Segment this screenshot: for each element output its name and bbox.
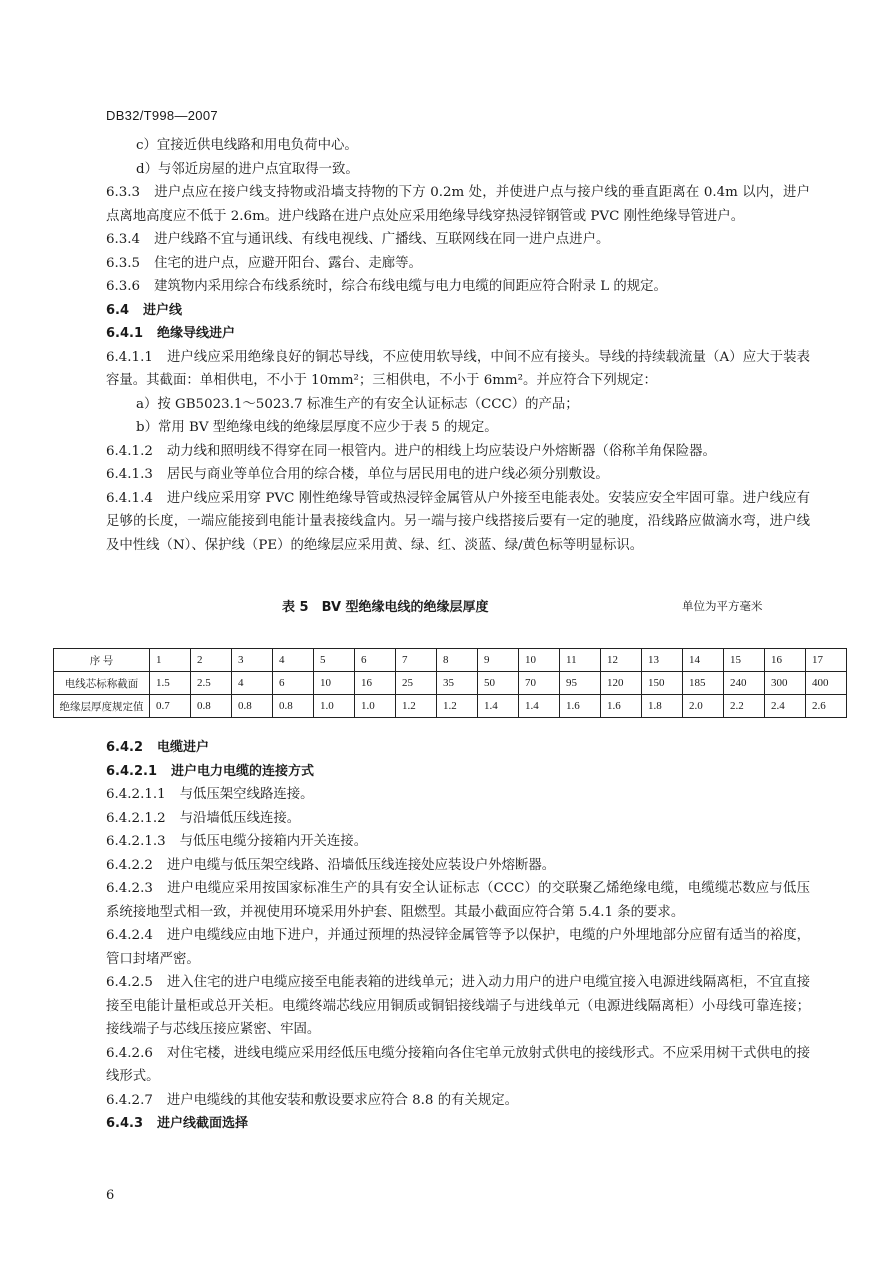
table-cell: 300 <box>765 672 806 695</box>
clause-text: 绝缘导线进户 <box>157 326 236 341</box>
row-header: 绝缘层厚度规定值 <box>54 695 150 718</box>
section-heading <box>106 322 810 346</box>
table-cell: 3 <box>232 649 273 672</box>
clause-number: 6.4.2.5 <box>106 975 153 990</box>
table-cell: 15 <box>724 649 765 672</box>
table-cell: 1.6 <box>560 695 601 718</box>
clause-number: 6.3.3 <box>106 185 141 200</box>
clause-number: 6.3.5 <box>106 255 141 271</box>
table-cell: 1.8 <box>642 695 683 718</box>
clause-text: 居民与商业等单位合用的综合楼，单位与居民用电的进户线必须分别敷设。 <box>166 467 609 482</box>
clause <box>106 783 810 807</box>
clause-number: 6.3.6 <box>106 279 141 294</box>
table-title: 表 5 BV 型绝缘电线的绝缘层厚度 <box>282 600 489 615</box>
table-cell: 1 <box>150 649 191 672</box>
clause-text: 与低压电缆分接箱内开关连接。 <box>179 834 368 849</box>
table-cell: 95 <box>560 672 601 695</box>
clause-number: 6.4.2.1 <box>106 763 157 779</box>
clause <box>106 252 810 276</box>
clause-number: 6.4.2 <box>106 740 144 755</box>
clause-number: 6.4.1.1 <box>106 349 153 365</box>
clause <box>106 854 810 878</box>
table-cell: 150 <box>642 672 683 695</box>
table-cell: 0.8 <box>232 695 273 718</box>
clause-text: 进户电力电缆的连接方式 <box>171 763 315 779</box>
table-cell: 8 <box>437 649 478 672</box>
list-item <box>106 158 810 182</box>
clause-text: 进户电缆线应由地下进户，并通过预埋的热浸锌金属管等予以保护，电缆的户外埋地部分应留有适当的裕度，管口封堵严密。 <box>106 928 810 967</box>
clause-number: 6.4.1.2 <box>106 443 153 459</box>
table-cell: 240 <box>724 672 765 695</box>
row-sequence <box>54 649 847 672</box>
clause-number: 6.4.2.3 <box>106 881 153 896</box>
section-heading <box>106 299 810 323</box>
table-cell: 7 <box>396 649 437 672</box>
table-cell: 25 <box>396 672 437 695</box>
table-cell: 4 <box>273 649 314 672</box>
clause-number: 6.4.1.4 <box>106 490 153 506</box>
clause-text: 进入住宅的进户电缆应接至电能表箱的进线单元；进入动力用户的进户电缆宜接入电源进线隔离柜，不宜直接接至电能计量柜或总开关柜。电缆终端芯线应用铜质或铜铝接线端子与进线单元（电源进线隔离柜）小母线可靠连接；接线端子与芯线压接应紧密、牢固。 <box>106 975 810 1037</box>
table-cell: 4 <box>232 672 273 695</box>
list-item <box>106 134 810 158</box>
table-cell: 1.4 <box>519 695 560 718</box>
table-cell: 10 <box>314 672 355 695</box>
page-number: 6 <box>106 1188 115 1203</box>
table-cell: 1.2 <box>396 695 437 718</box>
table-cell: 400 <box>806 672 847 695</box>
clause-text: 与沿墙低压线连接。 <box>179 810 301 826</box>
clause-text: 进户点应在接户线支持物或沿墙支持物的下方 0.2m 处，并使进户点与接户线的垂直距离在 0.4m 以内，进户点离地高度应不低于 2.6m。进户线路在进户点处应采用绝缘导线穿热浸锌钢管或 PVC 刚性绝缘导管进户。 <box>106 185 810 224</box>
table-cell: 13 <box>642 649 683 672</box>
clause-number: 6.4.2.4 <box>106 928 153 943</box>
list-item <box>106 393 810 417</box>
table-cell: 120 <box>601 672 642 695</box>
table-cell: 2.5 <box>191 672 232 695</box>
body-text-part2 <box>106 736 810 1136</box>
clause <box>106 877 810 924</box>
table-cell: 35 <box>437 672 478 695</box>
table-caption <box>106 596 810 618</box>
clause-text: 进户电缆线的其他安装和敷设要求应符合 8.8 的有关规定。 <box>166 1092 519 1108</box>
clause <box>106 924 810 971</box>
clause-number: 6.4 <box>106 302 130 318</box>
table-cell: 70 <box>519 672 560 695</box>
table-cell: 6 <box>273 672 314 695</box>
table-cell: 9 <box>478 649 519 672</box>
list-item-text: b）常用 BV 型绝缘电线的绝缘层厚度不应少于表 5 的规定。 <box>136 420 498 435</box>
table-cell: 1.2 <box>437 695 478 718</box>
table-cell: 6 <box>355 649 396 672</box>
clause <box>106 487 810 558</box>
section-heading <box>106 760 810 784</box>
table-cell: 0.8 <box>191 695 232 718</box>
clause-text: 进户线截面选择 <box>157 1116 249 1131</box>
list-item-text: a）按 GB5023.1～5023.7 标准生产的有安全认证标志（CCC）的产品； <box>136 396 579 412</box>
table-cell: 2.6 <box>806 695 847 718</box>
table-cell: 16 <box>765 649 806 672</box>
table-cell: 185 <box>683 672 724 695</box>
clause-text: 建筑物内采用综合布线系统时，综合布线电缆与电力电缆的间距应符合附录 L 的规定。 <box>154 279 667 294</box>
clause <box>106 181 810 228</box>
clause-text: 进户电缆应采用按国家标准生产的具有安全认证标志（CCC）的交联聚乙烯绝缘电缆，电缆缆芯数应与低压系统接地型式相一致，并视使用环境采用外护套、阻燃型。其最小截面应符合第 5.4.1 条的要求。 <box>106 881 810 920</box>
table-cell: 1.4 <box>478 695 519 718</box>
table-cell: 5 <box>314 649 355 672</box>
list-item <box>106 416 810 440</box>
table-cell: 50 <box>478 672 519 695</box>
clause-text: 动力线和照明线不得穿在同一根管内。进户的相线上均应装设户外熔断器（俗称羊角保险器。 <box>166 443 716 459</box>
clause-text: 进户线 <box>143 302 183 318</box>
table-cell: 10 <box>519 649 560 672</box>
clause-number: 6.4.2.2 <box>106 857 153 873</box>
clause-number: 6.4.3 <box>106 1116 144 1131</box>
table-cell: 16 <box>355 672 396 695</box>
clause-text: 与低压架空线路连接。 <box>179 787 314 802</box>
table-cell: 11 <box>560 649 601 672</box>
clause-number: 6.4.2.1.2 <box>106 810 166 826</box>
body-text-part1 <box>106 134 810 557</box>
document-code: DB32/T998—2007 <box>106 108 218 123</box>
row-nominal-section <box>54 672 847 695</box>
row-header: 序 号 <box>54 649 150 672</box>
clause <box>106 807 810 831</box>
clause-number: 6.4.2.7 <box>106 1092 153 1108</box>
clause <box>106 275 810 299</box>
list-item-text: d）与邻近房屋的进户点宜取得一致。 <box>136 161 359 177</box>
table-cell: 14 <box>683 649 724 672</box>
table-cell: 2.2 <box>724 695 765 718</box>
clause-number: 6.3.4 <box>106 232 141 247</box>
clause-text: 进户线路不宜与通讯线、有线电视线、广播线、互联网线在同一进户点进户。 <box>154 232 610 247</box>
clause <box>106 463 810 487</box>
clause-text: 电缆进户 <box>157 740 210 755</box>
table-cell: 17 <box>806 649 847 672</box>
clause-number: 6.4.1.3 <box>106 467 153 482</box>
table-cell: 0.8 <box>273 695 314 718</box>
row-insulation-thickness <box>54 695 847 718</box>
table-cell: 2.0 <box>683 695 724 718</box>
table-cell: 2 <box>191 649 232 672</box>
table-cell: 1.0 <box>314 695 355 718</box>
table-cell: 0.7 <box>150 695 191 718</box>
clause-text: 对住宅楼，进线电缆应采用经低压电缆分接箱向各住宅单元放射式供电的接线形式。不应采用树干式供电的接线形式。 <box>106 1045 810 1084</box>
table-unit: 单位为平方毫米 <box>682 599 763 613</box>
clause-number: 6.4.2.1.1 <box>106 787 166 802</box>
clause <box>106 440 810 464</box>
clause <box>106 1089 810 1113</box>
clause <box>106 228 810 252</box>
clause-number: 6.4.2.1.3 <box>106 834 166 849</box>
row-header: 电线芯标称截面 <box>54 672 150 695</box>
clause <box>106 971 810 1042</box>
clause-text: 进户线应采用穿 PVC 刚性绝缘导管或热浸锌金属管从户外接至电能表处。安装应安全牢固可靠。进户线应有足够的长度，一端应能接到电能计量表接线盒内。另一端与接户线搭接后要有一定的驰度，沿线路应做滴水弯，进户线及中性线（N）、保护线（PE）的绝缘层应采用黄、绿、红、淡蓝、绿/黄色标等明显标识。 <box>106 490 810 553</box>
section-heading <box>106 736 810 760</box>
clause-number: 6.4.1 <box>106 326 144 341</box>
list-item-text: c）宜接近供电线路和用电负荷中心。 <box>136 138 358 153</box>
table-cell: 1.6 <box>601 695 642 718</box>
table-cell: 2.4 <box>765 695 806 718</box>
clause-text: 进户电缆与低压架空线路、沿墙低压线连接处应装设户外熔断器。 <box>166 857 556 873</box>
clause-text: 住宅的进户点，应避开阳台、露台、走廊等。 <box>154 255 422 271</box>
clause-text: 进户线应采用绝缘良好的铜芯导线，不应使用软导线，中间不应有接头。导线的持续载流量（A）应大于装表容量。其截面：单相供电，不小于 10mm²；三相供电，不小于 6mm²。并应符合下列规定： <box>106 349 810 388</box>
table-cell: 12 <box>601 649 642 672</box>
clause <box>106 830 810 854</box>
table-cell: 1.5 <box>150 672 191 695</box>
clause <box>106 1042 810 1089</box>
clause-number: 6.4.2.6 <box>106 1045 153 1061</box>
clause <box>106 346 810 393</box>
table-cell: 1.0 <box>355 695 396 718</box>
section-heading <box>106 1112 810 1136</box>
insulation-thickness-table <box>53 648 847 718</box>
